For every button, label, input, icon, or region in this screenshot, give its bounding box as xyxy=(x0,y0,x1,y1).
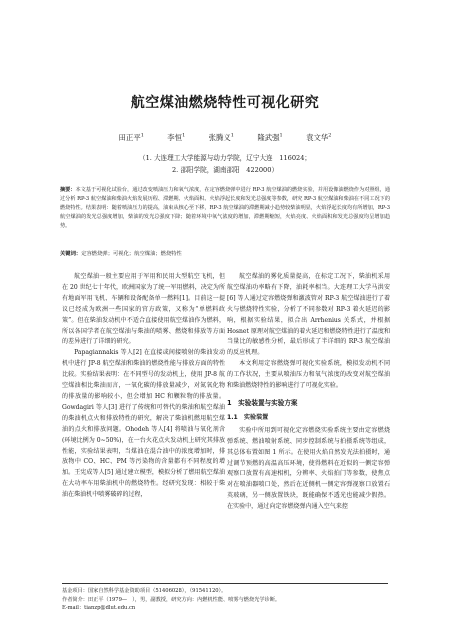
abstract xyxy=(60,186,390,231)
subsection-heading: 1.1 实验装置 xyxy=(227,413,269,421)
right-column xyxy=(227,272,390,513)
affiliation-2: 2. 邵阳学院，湖南邵阳 422000） xyxy=(171,166,279,174)
footnote-email: E-mail：tianzp@dlut.edu.cn xyxy=(62,605,136,612)
body-paragraph: 航空煤油一般主要应用于军用和民用大型航空飞机，但在 20 世纪七十年代，欧洲国家为了统一军用燃料，决定为所有地面军用飞机、车辆和设备配备单一燃料[1]。目前这一提议已经成为欧洲一些国家的官方政策，又称为“单燃料政策”。但在柴油发动机中不适合直接使用航空煤油作为燃料，所以各国学者在航空煤油与柴油的喷雾、燃烧和排放等方面的差异进行了详细的研究。 xyxy=(62,273,225,346)
author: 袁文华$^2$ xyxy=(306,132,332,142)
paper-title: 航空煤油燃烧特性可视化研究 xyxy=(130,95,320,111)
section-heading: 1 实验装置与实验方案 xyxy=(227,398,298,407)
body-paragraph: 本文利用定容燃烧弹可视化实验系统，模拟发动机不同的工作状况，主要从喷油压力和氧气浓度的改变对航空煤油和柴油燃烧特性的影响进行了可视化实验。 xyxy=(227,360,390,390)
body-paragraph: 航空煤油的雾化质量提高，在标定工况下，柴油机采用航空煤油功率略有下降，油耗率相当。大连理工大学马洪安[6] 等人通过定容燃烧弹和激波管对 RP-3 航空煤油进行了着火与燃烧特性实验，分析了不同参数对 RP-3 着火延迟的影响，根据实验结果，拟合出 Arrhenius 关系式，并根据 Hosnet 原理对航空煤油的着火延迟和燃烧特性进行了温度和当量比的敏感性分析，最后形成了半详细的 RP-3 航空煤油的反应机理。 xyxy=(227,273,390,357)
keywords xyxy=(60,249,390,257)
left-column xyxy=(62,272,225,501)
abstract-text: 本文基于可视化试验台，通过改变喷油压力和氧气浓度，在定容燃烧弹中进行 RP-3 航空煤油的燃烧实验，并用设像油燃烧作为对照组，通过分析 RP-3 航空煤油和柴油火焰发展历程、滞燃期、火焰面积、火焰浮起长度和发光总强度等参数，研究 RP-3 航空煤油和柴油在不同工况下的燃烧特性。结果表明：随着喷油压力的提高，油束从核心至下移，RP-3 航空煤油的滞燃期减小趋势较柴油明显，火焰浮起长度均有所增加，RP-3 航空煤油的发光总强度增加，柴油的发光总强度下降；随着环境中氧气浓度的增加，滞燃期缩短，火焰亮度、火焰面积和发光总强度均呈增加趋势。 xyxy=(60,187,391,229)
abstract-label: 摘要： xyxy=(60,187,76,193)
footnote-funding: 基金项目：国家自然科学基金资助项目（51406028），（91541120）。 xyxy=(62,588,227,594)
affiliation-1: （1. 大连理工大学能源与动力学院，辽宁大连 116024； xyxy=(138,154,312,162)
footnotes xyxy=(62,583,388,613)
footnote-author-bio: 作者简介：田正平（1979— ），男，副教授，研究方向：内燃机性能、喷雾与燃烧光学诊断。 xyxy=(62,596,281,603)
author: 张腾义$^1$ xyxy=(208,132,234,142)
author: 田正平$^1$ xyxy=(118,132,144,142)
keywords-label: 关键词： xyxy=(60,251,82,257)
keywords-text: 定容燃烧弹；可视化；航空煤油；燃烧特性 xyxy=(81,251,182,257)
body-paragraph: Papagiannakis 等人[2] 在直接或间接喷射的柴油发动机中进行 JP-8 航空煤油和柴油的燃烧性能与排放方面的特性比较。实验结果表明：在不同型号的发动机上，使用 JP-8 航空煤油相比柴油而言，一氧化碳的排放量减少，对氮氧化物的排放量的影响较小，但会增加 HC 和颗粒物的排放量。Gowdagiri 等人[3] 进行了传统和可替代的柴油和航空煤油的柴油机点火和排放特性的研究，解决了柴油机燃用航空煤油的点火和排放问题。Ohodeh 等人[4] 将喷油与氧化剂含(环境比例为 0~50%)，在一台火花点火发动机上研究其排放性能，实验结果表明，当煤油在混合油中的浓度增加时，排放物中 CO、HC、PM 等污染物的含量都有不同程度的增加。王宪成等人[5] 通过建立模型，模拟分析了燃用航空煤油在大功率车用柴油机中的燃烧特性。经研究发现：相较于柴油在柴油机中喷雾破碎的过程， xyxy=(62,349,225,499)
author: 李恒$^1$ xyxy=(167,132,186,142)
body-paragraph: 实验中所用到可视化定容燃烧实验系统主要由定容燃烧弹系统、燃油喷射系统、同步控制系统与拍摄系统等组成，其总体布置如图 1 所示。在使用火焰自然发光法拍摄时，通过调节预燃的高温高压环境，使得燃料在近似的一侧定容弹观察口放置有高速相机，分辨率、火焰拍门等参数，使焦点对在喷油器喷口处，然后在近侧机一侧定容弹视察口放置石英玻璃，另一侧放置铁块，既能确保不透光也能减少假热。在实验中，通过向定容燃烧弹内通入空气来控 xyxy=(227,426,390,511)
author-list xyxy=(0,132,450,143)
author: 隆武强$^1$ xyxy=(257,132,283,142)
